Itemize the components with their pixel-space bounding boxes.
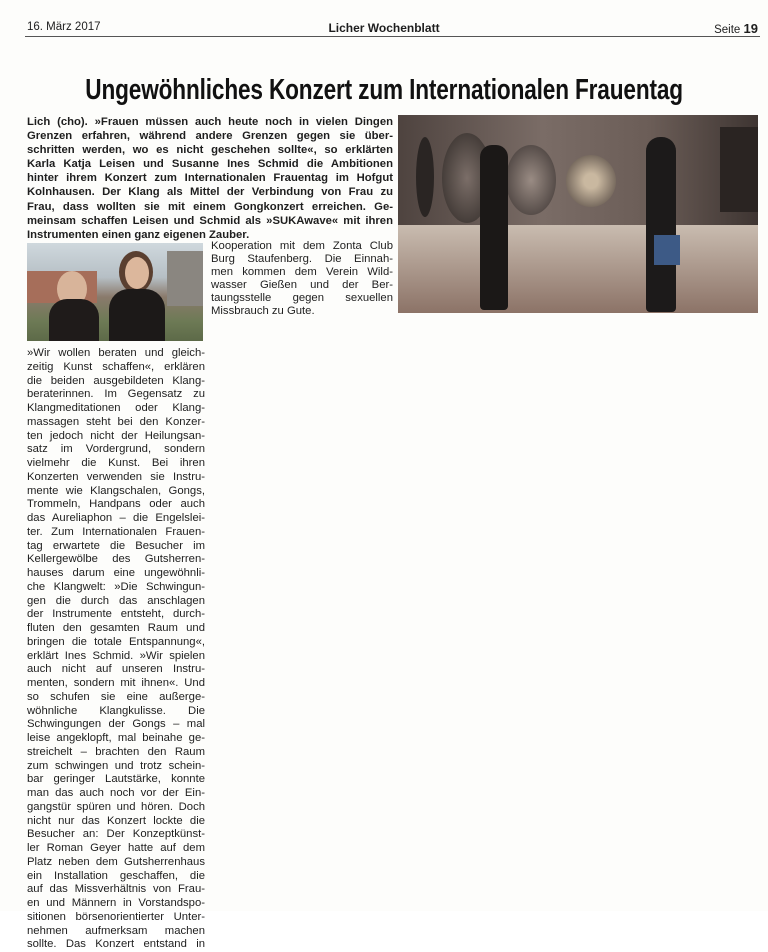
text-line: hinter ihrem Konzert zum Internationalen Frauentag im Hofgut xyxy=(27,172,393,185)
text-line: ler Roman Geyer hatte auf dem xyxy=(27,842,205,854)
issue-date: 16. März 2017 xyxy=(27,21,101,33)
text-line: Lich (cho). »Frauen müssen auch heute noch in vielen Dingen xyxy=(27,116,393,128)
text-line: men kommen dem Verein Wild- xyxy=(211,265,393,278)
text-line: zum schwingen und trotz schein- xyxy=(27,759,205,772)
text-line: man das auch noch vor der Ein- xyxy=(27,787,205,799)
text-line: der Instrumente entsteht, durch- xyxy=(27,608,205,621)
text-line: che Klangwelt: »Die Schwingun- xyxy=(27,580,205,593)
text-line: Instrumenten einen ganz eigenen Zauber. xyxy=(27,228,250,241)
headline-text: Ungewöhnliches Konzert zum Internationalen Frauentag xyxy=(85,74,683,106)
page-label: Seite xyxy=(714,24,741,36)
photo-musicians-portrait xyxy=(27,243,203,341)
text-line: Kolnhausen. Der Klang als Mittel der Verbindung von Frau zu xyxy=(27,186,393,199)
text-line: so schufen sie eine außerge- xyxy=(27,690,205,703)
text-line: Besucher an: Der Konzeptkünst- xyxy=(27,828,205,841)
text-line: taungsstelle gegen sexuellen xyxy=(211,291,393,304)
text-line: Kellergewölbe des Gutsherren- xyxy=(27,553,205,566)
text-line: Platz neben dem Gutsherrenhaus xyxy=(27,855,205,868)
article-headline xyxy=(0,74,768,107)
article-lead xyxy=(27,115,393,242)
text-line: gen die durch das anschlagen xyxy=(27,594,205,607)
text-line: wöhnliche Klangkulisse. Die xyxy=(27,704,205,717)
text-line: erklärt Ines Schmid. »Wir spielen xyxy=(27,649,205,662)
text-line: »Wir wollen beraten und gleich- xyxy=(27,347,205,359)
text-line: ten jedoch nicht der Heilungsan- xyxy=(27,429,205,442)
text-line: tag erwartete die Besucher im xyxy=(27,539,205,552)
text-line: nehmen aufmerksam machen xyxy=(27,924,205,937)
text-line: Schwingungen der Gongs – mal xyxy=(27,718,205,731)
article-continuation xyxy=(211,240,393,317)
header-rule xyxy=(25,36,760,37)
text-line: beraterinnen. Im Gegensatz zu xyxy=(27,388,205,401)
newspaper-name: Licher Wochenblatt xyxy=(328,21,440,35)
text-line: gangstür spüren und hören. Doch xyxy=(27,800,205,813)
text-line: massagen steht bei den Konzer- xyxy=(27,415,205,428)
text-line: Konzerten verwenden sie Instru- xyxy=(27,470,205,483)
text-line: en und Männern in Vorstandspo- xyxy=(27,897,205,909)
text-line: Frau, dass wollten sie mit einem Gongkonzert erreichen. Ge- xyxy=(27,200,393,213)
text-line: hauses darum eine ungewöhnli- xyxy=(27,567,205,579)
page-number xyxy=(714,21,758,36)
text-line: ein Installation geschaffen, die xyxy=(27,869,205,882)
text-line: auch nicht auf unseren Instru- xyxy=(27,663,205,676)
text-line: Missbrauch zu Gute. xyxy=(211,304,315,317)
text-line: ter. Zum Internationalen Frauen- xyxy=(27,525,205,538)
photo-gong-concert xyxy=(398,115,758,313)
text-line: fluten den gesamten Raum und xyxy=(27,622,205,634)
text-line: auf das Missverhältnis von Frau- xyxy=(27,883,205,896)
text-line: menten, sondern mit ihnen«. Und xyxy=(27,677,205,689)
text-line: Karla Katja Leisen und Susanne Ines Schmid die Ambitionen xyxy=(27,158,393,171)
text-line: bar geringer Lautstärke, konnte xyxy=(27,773,205,786)
text-line: zeitig Kunst schaffen«, erklären xyxy=(27,360,205,373)
text-line: das Aureliaphon – die Engelslei- xyxy=(27,512,205,524)
text-line: vielmehr die Kunst. Bei ihren xyxy=(27,457,205,469)
text-line: mente wie Klangschalen, Gongs, xyxy=(27,484,205,497)
text-line: wasser Gießen und der Ber- xyxy=(211,278,393,291)
text-line: schritten werden, wo es nicht geschehen sollte«, so erklärten xyxy=(27,144,393,157)
text-line: die beiden ausgebildeten Klang- xyxy=(27,374,205,387)
text-line: Kooperation mit dem Zonta Club xyxy=(211,240,393,252)
text-line: leise angeklopft, mal beinahe ge- xyxy=(27,732,205,744)
text-line: Trommeln, Handpans oder auch xyxy=(27,498,205,511)
text-line: streichelt – brachten den Raum xyxy=(27,745,205,758)
text-line: sitionen börsenorientierter Unter- xyxy=(27,910,205,923)
text-line: bringen die totale Entspannung«, xyxy=(27,635,205,648)
article-body-column xyxy=(27,347,205,952)
text-line: satz im Vordergrund, sondern xyxy=(27,443,205,456)
text-line: Grenzen erfahren, während andere Grenzen gegen sie über- xyxy=(27,130,393,143)
text-line: nicht nur das Konzert lockte die xyxy=(27,814,205,827)
page-number-value: 19 xyxy=(743,21,758,36)
text-line: Klangmeditationen oder Klang- xyxy=(27,402,205,414)
text-line: sollte. Das Konzert entstand in xyxy=(27,938,205,951)
text-line: meinsam schaffen Leisen und Schmid als »SUKAwave« mit ihren xyxy=(27,214,393,227)
text-line: Burg Staufenberg. Die Einnah- xyxy=(211,252,393,265)
